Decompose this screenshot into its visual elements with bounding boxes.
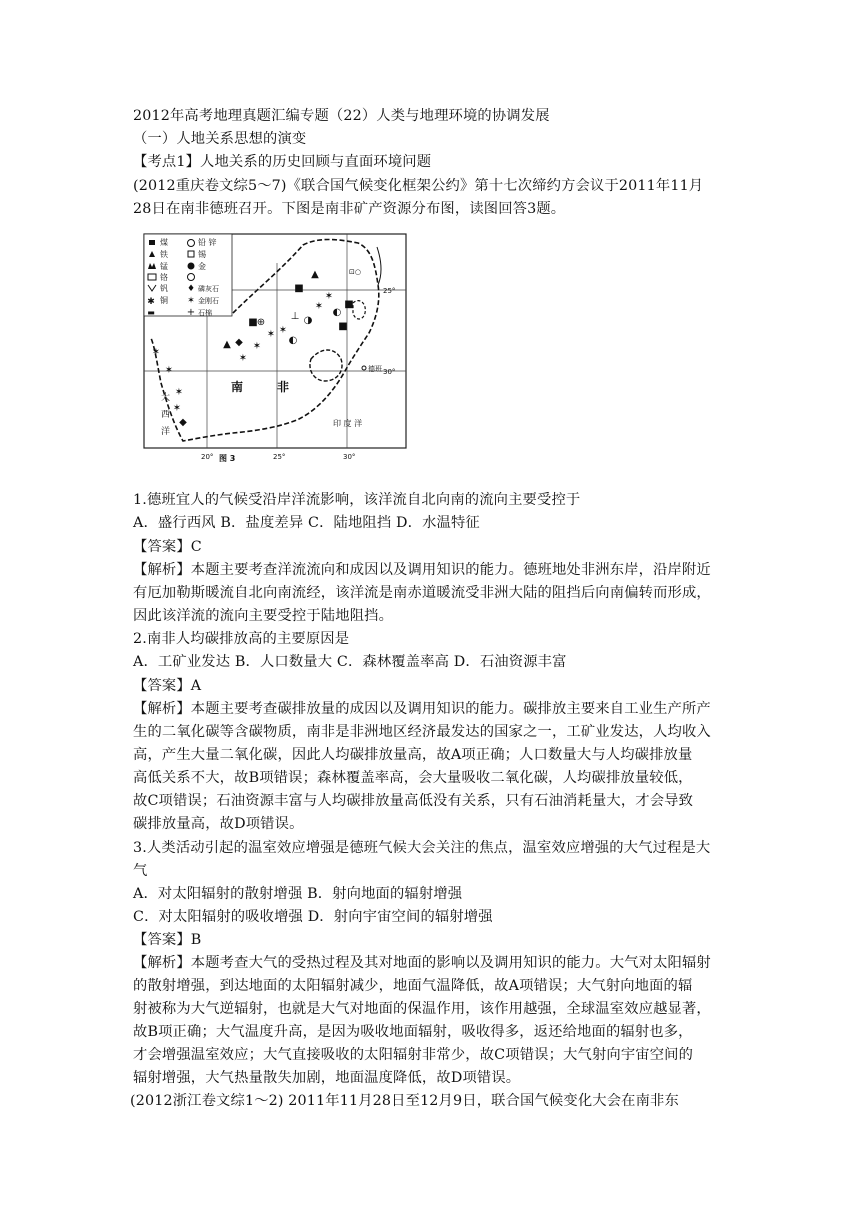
q3-stem-1: 3.人类活动引起的温室效应增强是德班气候大会关注的焦点，温室效应增强的大气过程是大	[133, 840, 711, 856]
q2-analysis-3: 高，产生大量二氧化碳，因此人均碳排放量高，故A项正确；人口数量大与人均碳排放量	[133, 747, 693, 763]
kaodian-heading: 【考点1】人地关系的历史回顾与直面环境问题	[133, 154, 432, 170]
legend-chromium: 铬	[160, 273, 168, 282]
svg-text:▬: ▬	[147, 308, 155, 317]
svg-text:✶: ✶	[172, 403, 182, 414]
q3-options-1: A．对太阳辐射的散射增强 B．射向地面的辐射增强	[133, 886, 463, 902]
svg-text:◑: ◑	[303, 315, 313, 326]
legend-vanadium: 钒	[160, 284, 168, 293]
legend-tin: 锡	[198, 250, 206, 259]
doc-title: 2012年高考地理真题汇编专题（22）人类与地理环境的协调发展	[133, 108, 550, 124]
legend-gold: 金	[198, 262, 206, 271]
q2-analysis-2: 生的二氧化碳等含碳物质，南非是非洲地区经济最发达的国家之一，工矿业发达，人均收入	[133, 724, 711, 740]
svg-text:✶: ✶	[278, 325, 288, 336]
q2-analysis-6: 碳排放量高，故D项错误。	[133, 816, 304, 832]
svg-text:⊥: ⊥	[290, 311, 300, 322]
q2-analysis-5: 故C项错误；石油资源丰富与人均碳排放量高低没有关系，只有石油消耗量大，才会导致	[133, 793, 694, 809]
next-intro: (2012浙江卷文综1～2) 2011年11月28日至12月9日，联合国气候变化大会在南非东	[130, 1093, 679, 1109]
svg-text:◐: ◐	[332, 307, 342, 318]
svg-text:■: ■	[338, 321, 348, 332]
svg-text:✶: ✶	[252, 341, 262, 352]
q2-answer: 【答案】A	[133, 678, 202, 694]
svg-text:+: +	[186, 307, 196, 318]
intro-line-1: (2012重庆卷文综5～7)《联合国气候变化框架公约》第十七次缔约方会议于2011年11月	[133, 178, 704, 194]
legend-diamond: 金刚石	[198, 297, 219, 305]
legend-coal: 煤	[160, 238, 168, 247]
svg-text:■: ■	[248, 317, 258, 328]
q1-stem: 1.德班宜人的气候受沿岸洋流影响，该洋流自北向南的流向主要受控于	[133, 492, 581, 508]
svg-text:✶: ✶	[174, 387, 184, 398]
q3-answer: 【答案】B	[133, 932, 202, 948]
country-label-right: 非	[277, 380, 290, 394]
svg-text:▲: ▲	[223, 339, 231, 350]
q2-stem: 2.南非人均碳排放高的主要原因是	[133, 631, 350, 647]
q3-analysis-5: 才会增强温室效应；大气直接吸收的太阳辐射非常少，故C项错误；大气射向宇宙空间的	[133, 1047, 694, 1063]
q2-analysis-4: 高低关系不大，故B项错误；森林覆盖率高，会大量吸收二氧化碳，人均碳排放量较低，	[133, 770, 693, 786]
lon-30: 30°	[343, 453, 356, 461]
svg-text:✶: ✶	[151, 347, 161, 358]
q3-analysis-3: 射被称为大气逆辐射，也就是大气对地面的保温作用，该作用越强，全球温室效应越显著，	[133, 1001, 711, 1017]
legend-lead-zinc: 铅 锌	[198, 238, 217, 247]
q1-analysis-1: 【解析】本题主要考查洋流流向和成因以及调用知识的能力。德班地处非洲东岸，沿岸附近	[133, 562, 711, 578]
svg-text:■: ■	[294, 283, 304, 294]
q3-analysis-4: 故B项正确；大气温度升高，是因为吸收地面辐射，吸收得多，返还给地面的辐射也多，	[133, 1024, 693, 1040]
q3-analysis-6: 辐射增强，大气热量散失加剧，地面温度降低，故D项错误。	[133, 1070, 521, 1086]
q1-analysis-2: 有厄加勒斯暖流自北向南流经，该洋流是南赤道暖流受非洲大陆的阻挡后向南偏转而形成，	[133, 585, 711, 601]
lat-30: 30°	[383, 368, 396, 376]
svg-text:✶: ✶	[324, 291, 334, 302]
svg-text:■: ■	[344, 299, 354, 310]
q3-analysis-1: 【解析】本题考查大气的受热过程及其对地面的影响以及调用知识的能力。大气对太阳辐射	[133, 955, 711, 971]
ocean-atlantic-1: 大	[161, 393, 171, 403]
q2-analysis-1: 【解析】本题主要考查碳排放量的成因以及调用知识的能力。碳排放主要来自工业生产所产	[133, 701, 711, 717]
legend-apatite: 磷灰石	[198, 285, 219, 293]
ocean-atlantic-2: 西	[161, 410, 171, 420]
svg-text:✶: ✶	[238, 353, 248, 364]
svg-text:▲: ▲	[311, 269, 319, 280]
legend-iron: 铁	[160, 250, 168, 259]
q1-options: A．盛行西风 B．盐度差异 C．陆地阻挡 D．水温特征	[133, 515, 480, 531]
q3-options-2: C．对太阳辐射的吸收增强 D．射向宇宙空间的辐射增强	[133, 909, 493, 925]
figure-caption: 图 3	[219, 454, 236, 463]
legend-copper: 铜	[160, 296, 168, 305]
svg-text:✱: ✱	[147, 297, 155, 307]
svg-text:✶: ✶	[187, 296, 195, 306]
q3-stem-2: 气	[133, 863, 148, 879]
ocean-indian: 印 度 洋	[333, 419, 363, 428]
svg-text:◆: ◆	[235, 337, 243, 348]
svg-text:♦: ♦	[186, 284, 196, 294]
lon-25: 25°	[273, 453, 286, 461]
section-heading: （一）人地关系思想的演变	[133, 131, 307, 147]
svg-text:⊕: ⊕	[256, 317, 266, 328]
svg-text:◐: ◐	[288, 335, 298, 346]
ocean-atlantic-3: 洋	[161, 427, 171, 437]
svg-text:✶: ✶	[266, 329, 276, 340]
q2-options: A．工矿业发达 B．人口数量大 C．森林覆盖率高 D．石油资源丰富	[133, 654, 567, 670]
legend-manganese: 锰	[160, 262, 168, 271]
q1-answer: 【答案】C	[133, 539, 202, 555]
intro-line-2: 28日在南非德班召开。下图是南非矿产资源分布图，读图回答3题。	[133, 201, 566, 217]
country-label-left: 南	[231, 380, 244, 394]
svg-text:◆: ◆	[179, 417, 187, 428]
svg-text:⊡○: ⊡○	[349, 268, 361, 276]
legend-asbestos: 石棉	[198, 309, 212, 317]
lat-25: 25°	[383, 287, 396, 295]
lon-20: 20°	[201, 453, 214, 461]
svg-text:✶: ✶	[314, 301, 324, 312]
q3-analysis-2: 的散射增强，到达地面的太阳辐射减少，地面气温降低，故A项错误；大气射向地面的辐	[133, 978, 693, 994]
q1-analysis-3: 因此该洋流的流向主要受控于陆地阻挡。	[133, 608, 394, 624]
city-label-durban: 德班	[368, 365, 382, 373]
south-africa-mineral-map	[143, 233, 407, 473]
svg-text:✶: ✶	[164, 365, 174, 376]
